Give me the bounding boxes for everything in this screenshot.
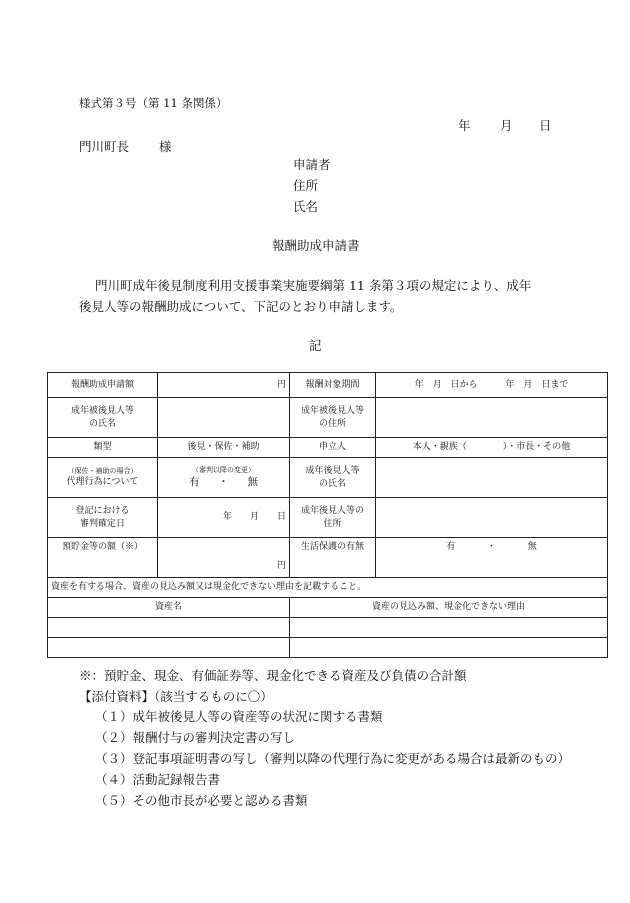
footnote: ※：預貯金、現金、有価証券等、現金化できる資産及び負債の合計額 (79, 668, 467, 683)
attachment-item: （３）登記事項証明書の写し（審判以降の代理行為に変更がある場合は最新のもの） (95, 751, 571, 766)
proxy-label-b: 代理行為について (66, 477, 139, 488)
ward-address-label-b: の住所 (318, 418, 346, 429)
ward-name-label-b: の氏名 (88, 418, 116, 429)
cell-guardian-name[interactable] (376, 458, 608, 498)
applicant-name-label: 氏名 (293, 199, 319, 214)
welfare-no[interactable]: 無 (527, 542, 537, 552)
applicant-label: 申請者 (293, 157, 331, 172)
cell-petitioner-value[interactable]: 本人・親族（ ）・市長・その他 (376, 438, 608, 458)
savings-yen-unit: 円 (276, 560, 286, 571)
proxy-change-note: （審判以降の変更） (192, 465, 255, 474)
cell-period-label: 報酬対象期間 (290, 373, 376, 398)
document-title: 報酬助成申請書 (272, 238, 360, 253)
asset-note: 資産を有する場合、資産の見込み額又は現金化できない理由を記載すること。 (48, 578, 608, 598)
cell-welfare[interactable] (376, 538, 608, 578)
asset-value-cell[interactable] (290, 618, 608, 638)
cell-ward-address-label (290, 398, 376, 438)
addressee-title: 様 (159, 139, 172, 154)
asset-name-header: 資産名 (48, 598, 290, 618)
attachments-list (95, 707, 615, 817)
ki-heading: 記 (309, 338, 322, 353)
cell-proxy-value[interactable] (158, 458, 290, 498)
cell-welfare-label: 生活保護の有無 (290, 538, 376, 578)
cell-guardian-address-label (290, 498, 376, 538)
cell-type-value[interactable]: 後見・保佐・補助 (158, 438, 290, 458)
ward-address-label-a: 成年被後見人等 (300, 406, 364, 417)
yen-unit: 円 (276, 379, 286, 390)
asset-name-cell[interactable] (48, 638, 290, 658)
cell-ward-name-label (48, 398, 158, 438)
cell-ward-name[interactable] (158, 398, 290, 438)
proxy-separator: ・ (218, 476, 229, 489)
cell-period[interactable] (376, 373, 608, 398)
period-from: 年 月 日から (414, 379, 478, 390)
attachments-heading: 【添付資料】（該当するものに〇） (79, 689, 273, 704)
asset-name-cell[interactable] (48, 618, 290, 638)
cell-ruling-date[interactable]: 年 月 日 (158, 498, 290, 538)
period-to: 年 月 日まで (505, 379, 569, 390)
cell-savings[interactable] (158, 538, 290, 578)
attachment-item: （２）報酬付与の審判決定書の写し (95, 730, 296, 745)
date-year: 年 (458, 118, 471, 133)
proxy-label-a: （保佐・補助の場合） (67, 466, 138, 475)
welfare-yes[interactable]: 有 (446, 542, 456, 552)
cell-petitioner-label: 申立人 (290, 438, 376, 458)
cell-ward-address[interactable] (376, 398, 608, 438)
cell-request-amount-label: 報酬助成申請額 (48, 373, 158, 398)
cell-ruling-date-label (48, 498, 158, 538)
form-number: 様式第３号（第 11 条関係） (79, 96, 228, 110)
ruling-date-label-a: 登記における (75, 506, 130, 517)
application-table (47, 372, 608, 658)
cell-type-label: 類型 (48, 438, 158, 458)
attachment-item: （４）活動記録報告書 (95, 772, 221, 787)
cell-savings-label: 預貯金等の額（※） (48, 538, 158, 578)
guardian-address-label-b: 住所 (323, 518, 342, 529)
attachment-item: （５）その他市長が必要と認める書類 (95, 793, 308, 808)
date-day: 日 (539, 118, 552, 133)
date-month: 月 (500, 118, 513, 133)
cell-proxy-label (48, 458, 158, 498)
ward-name-label-a: 成年被後見人等 (70, 406, 134, 417)
ruling-date-label-b: 審判確定日 (79, 518, 125, 529)
asset-value-header: 資産の見込み額、現金化できない理由 (290, 598, 608, 618)
proxy-yes[interactable]: 有 (189, 476, 200, 489)
guardian-address-label-a: 成年後見人等の (300, 506, 364, 517)
cell-guardian-address[interactable] (376, 498, 608, 538)
cell-request-amount[interactable] (158, 373, 290, 398)
welfare-separator: ・ (486, 542, 496, 552)
proxy-no[interactable]: 無 (247, 476, 258, 489)
applicant-address-label: 住所 (293, 178, 319, 193)
cell-guardian-name-label (290, 458, 376, 498)
addressee: 門川町長 (79, 139, 130, 154)
attachment-item: （１）成年被後見人等の資産等の状況に関する書類 (95, 709, 383, 724)
guardian-name-label-a: 成年後見人等 (305, 466, 360, 477)
body-text-line1: 門川町成年後見制度利用支援事業実施要綱第 11 条第３項の規定により、成年 (95, 278, 532, 293)
guardian-name-label-b: の氏名 (318, 478, 346, 489)
asset-value-cell[interactable] (290, 638, 608, 658)
body-text-line2: 後見人等の報酬助成について、下記のとおり申請します。 (79, 299, 403, 314)
